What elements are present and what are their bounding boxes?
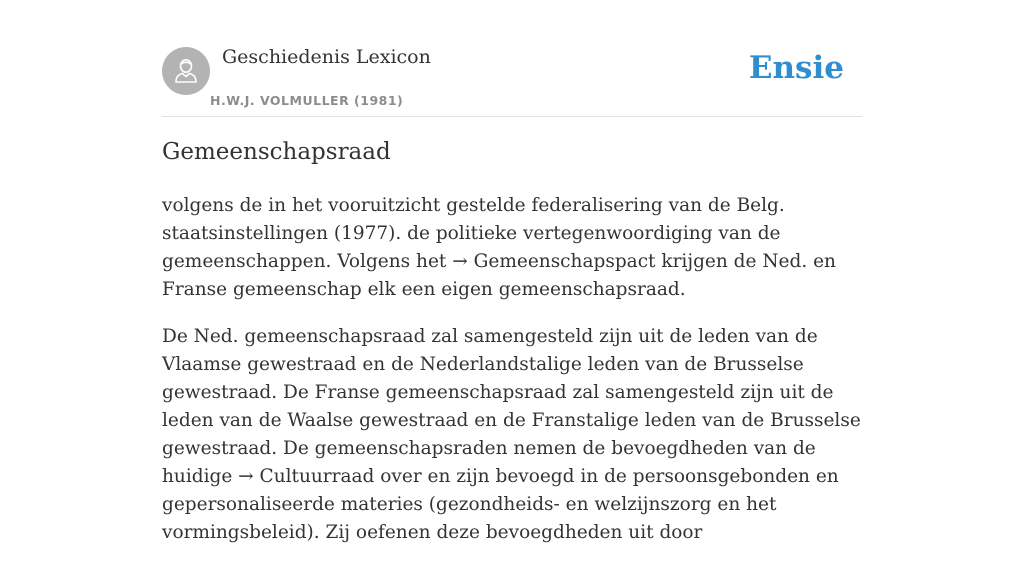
book-author: H.W.J. VOLMULLER (1981) bbox=[210, 93, 404, 108]
book-title[interactable]: Geschiedenis Lexicon bbox=[222, 46, 431, 68]
entry-paragraph: volgens de in het vooruitzicht gestelde federalisering van de Belg. staatsinstellingen (1977). de politieke vertegenwoordiging van de gemeenschappen. Volgens het → Gemeenschapspact krijgen de Ned. en Franse gemeenschap elk een eigen gemeenschapsraad. bbox=[162, 195, 836, 300]
brand-logo[interactable]: Ensie bbox=[748, 50, 844, 86]
entry-body bbox=[162, 192, 862, 566]
book-header bbox=[162, 0, 862, 117]
page-content bbox=[162, 0, 862, 543]
user-avatar-icon[interactable] bbox=[162, 47, 210, 95]
entry-title: Gemeenschapsraad bbox=[162, 139, 391, 165]
entry-paragraph: De Ned. gemeenschapsraad zal samengesteld zijn uit de leden van de Vlaamse gewestraad en de Nederlandstalige leden van de Brusselse gewestraad. De Franse gemeenschapsraad zal samengesteld zijn uit de leden van de Waalse gewestraad en de Franstalige leden van de Brusselse gewestraad. De gemeenschapsraden nemen de bevoegdheden van de huidige → Cultuurraad over en zijn bevoegd in de persoonsgebonden en gepersonaliseerde materies (gezondheids- en welzijnszorg en het vormingsbeleid). Zij oefenen deze bevoegdheden uit door bbox=[162, 326, 861, 543]
